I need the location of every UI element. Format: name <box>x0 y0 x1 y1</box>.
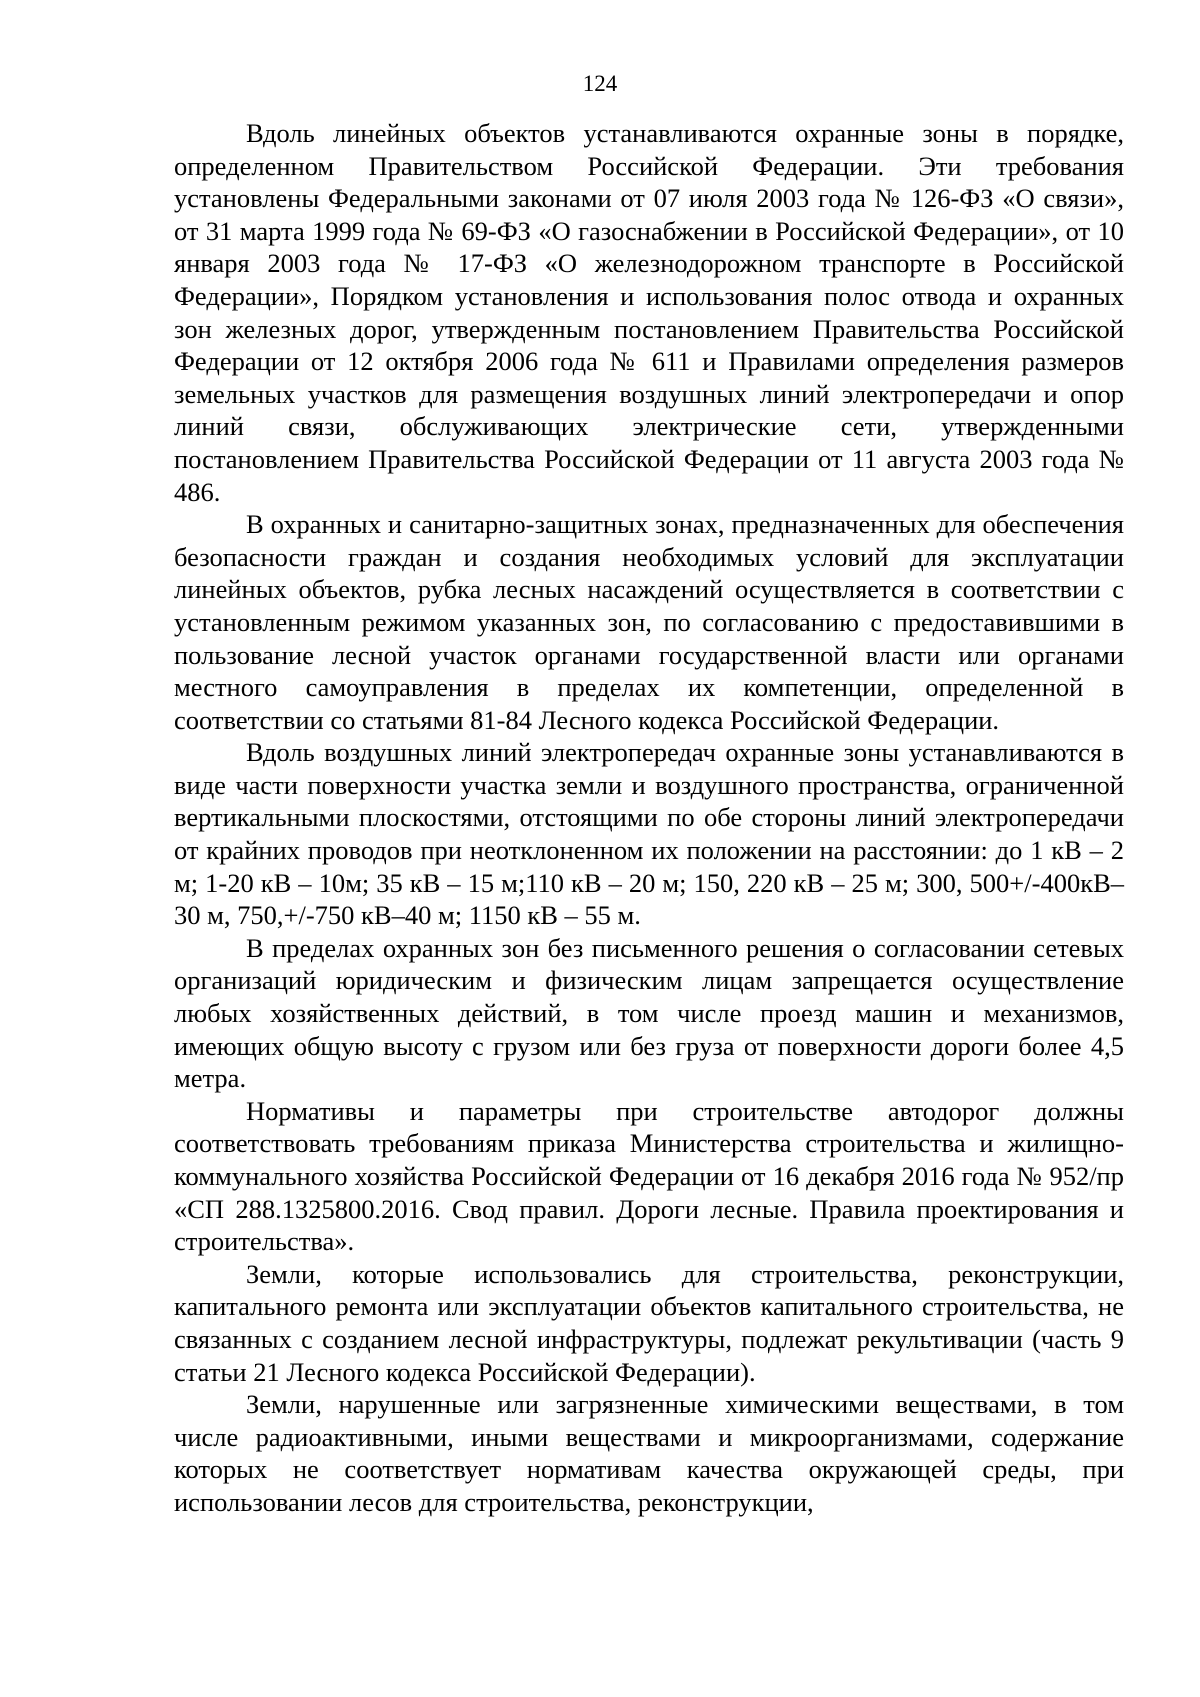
paragraph-protection-zones: Вдоль линейных объектов устанавливаются охранные зоны в порядке, определенном Правительством Российской Федерации. Эти требования установлены Федеральными законами от 07 июля 2003 года № 126-ФЗ «О связи», от 31 марта 1999 года № 69-ФЗ «О газоснабжении в Российской Федерации», от 10 января 2003 года № 17-ФЗ «О железнодорожном транспорте в Российской Федерации», Порядком установления и использования полос отвода и охранных зон железных дорог, утвержденным постановлением Правительства Российской Федерации от 12 октября 2006 года № 611 и Правилами определения размеров земельных участков для размещения воздушных линий электропередачи и опор линий связи, обслуживающих электрические сети, утвержденными постановлением Правительства Российской Федерации от 11 августа 2003 года № 486. <box>174 118 1124 507</box>
document-body <box>174 117 1124 1519</box>
paragraph-recultivation: Земли, которые использовались для строительства, реконструкции, капитального ремонта или эксплуатации объектов капитального строительства, не связанных с созданием лесной инфраструктуры, подлежат рекультивации (часть 9 статьи 21 Лесного кодекса Российской Федерации). <box>174 1258 1124 1387</box>
paragraph-sanitary-zones: В охранных и санитарно-защитных зонах, предназначенных для обеспечения безопасности граждан и создания необходимых условий для эксплуатации линейных объектов, рубка лесных насаждений осуществляется в соответствии с установленным режимом указанных зон, по согласованию с предоставившими в пользование лесной участок органами государственной власти или органами местного самоуправления в пределах их компетенции, определенной в соответствии со статьями 81-84 Лесного кодекса Российской Федерации. <box>174 509 1124 735</box>
paragraph-road-norms: Нормативы и параметры при строительстве автодорог должны соответствовать требованиям приказа Министерства строительства и жилищно-коммунального хозяйства Российской Федерации от 16 декабря 2016 года № 952/пр «СП 288.1325800.2016. Свод правил. Дороги лесные. Правила проектирования и строительства». <box>174 1095 1124 1257</box>
paragraph-contaminated-lands: Земли, нарушенные или загрязненные химическими веществами, в том числе радиоактивными, иными веществами и микроорганизмами, содержание которых не соответствует нормативам качества окружающей среды, при использовании лесов для строительства, реконструкции, <box>174 1389 1124 1517</box>
page-number: 124 <box>582 71 618 96</box>
paragraph-power-lines: Вдоль воздушных линий электропередач охранные зоны устанавливаются в виде части поверхности участка земли и воздушного пространства, ограниченной вертикальными плоскостями, отстоящими по обе стороны линий электропередачи от крайних проводов при неотклоненном их положении на расстоянии: до 1 кВ – 2 м; 1-20 кВ – 10м; 35 кВ – 15 м;110 кВ – 20 м; 150, 220 кВ – 25 м; 300, 500+/-400кВ–30 м, 750,+/-750 кВ–40 м; 1150 кВ – 55 м. <box>174 737 1124 931</box>
paragraph-restrictions: В пределах охранных зон без письменного решения о согласовании сетевых организаций юридическим и физическим лицам запрещается осуществление любых хозяйственных действий, в том числе проезд машин и механизмов, имеющих общую высоту с грузом или без груза от поверхности дороги более 4,5 метра. <box>174 932 1124 1094</box>
